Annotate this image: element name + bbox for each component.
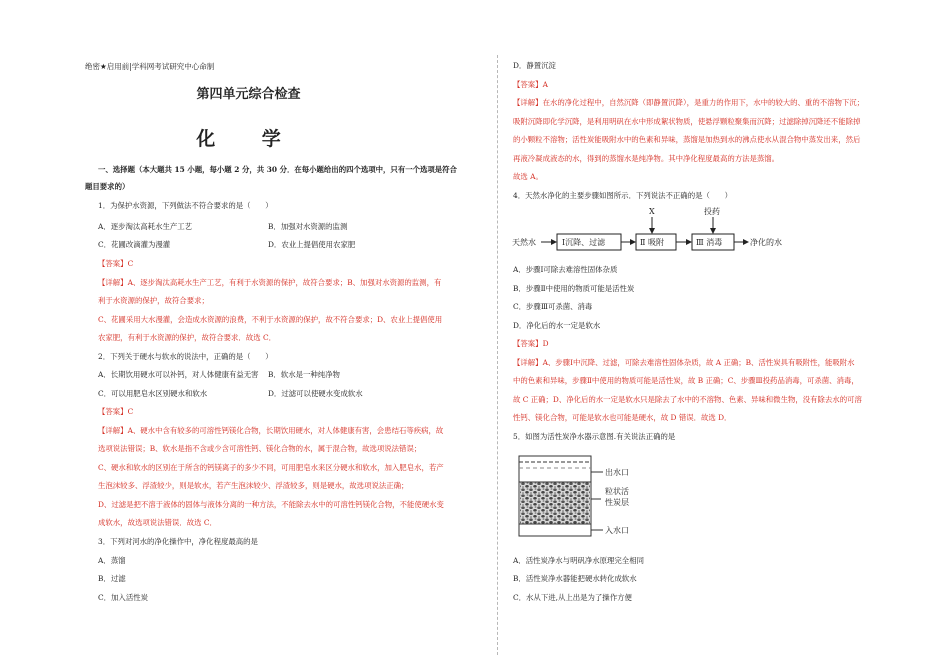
q4-option-c: C．步骤Ⅲ可杀菌、消毒 [513, 302, 593, 311]
column-divider [497, 55, 498, 655]
q2-option-d: D．过滤可以使硬水变成软水 [268, 389, 363, 398]
inlet-label: 入水口 [605, 526, 629, 535]
flow-step3-label: Ⅲ 消毒 [696, 238, 723, 247]
flow-step1-label: Ⅰ沉降、过滤 [562, 238, 606, 247]
carbon-filter-diagram [513, 452, 673, 542]
q5-stem: 5．如图为活性炭净水器示意图.有关说法正确的是 [513, 432, 676, 441]
q2-detail-line: 选项说法错误；B、软水是指不含或少含可溶性钙、镁化合物的水，属于混合物，故选项说法错误； [98, 444, 422, 453]
q4-option-d: D．净化后的水一定是软水 [513, 321, 601, 330]
q4-option-a: A．步骤Ⅰ可除去难溶性固体杂质 [513, 265, 618, 274]
unit-title: 第四单元综合检查 [196, 87, 301, 102]
flow-input-label: 天然水 [512, 238, 536, 247]
header-note: 绝密★启用前|学科网考试研究中心命制 [85, 62, 215, 71]
q3-stem: 3．下列对河水的净化操作中，净化程度最高的是 [98, 537, 258, 546]
q2-detail-line: 【详解】A、硬水中含有较多的可溶性钙镁化合物，长期饮用硬水，对人体健康有害，会患结石等疾病，故 [98, 426, 444, 435]
q1-option-c: C．花圃改滴灌为漫灌 [98, 240, 171, 249]
q3-option-b: B．过滤 [98, 574, 126, 583]
flow-x-label: X [649, 207, 655, 216]
outlet-label: 出水口 [605, 468, 629, 477]
q4-detail-line: 【详解】A、步骤Ⅰ中沉降、过滤，可除去难溶性固体杂质，故 A 正确；B、活性炭具有吸附性，能吸附水 [513, 358, 855, 367]
q2-option-c: C．可以用肥皂水区别硬水和软水 [98, 389, 208, 398]
q1-stem: 1．为保护水资源，下列做法不符合要求的是（ ） [98, 201, 273, 210]
q1-detail-line: C、花圃采用大水漫灌，会造成水资源的浪费，不利于水资源的保护，故不符合要求；D、农业上提倡使用 [98, 315, 443, 324]
q2-option-a: A．长期饮用硬水可以补钙，对人体健康有益无害 [98, 370, 259, 379]
q4-answer: 【答案】D [513, 339, 549, 348]
q4-detail-line: 性钙、镁化合物，可能是软水也可能是硬水，故 D 错误．故选 D． [513, 413, 732, 422]
carbon-layer [520, 482, 590, 524]
q5-option-b: B．活性炭净水器能把硬水转化成软水 [513, 574, 637, 583]
q1-detail-line: 利于水资源的保护，故符合要求； [98, 296, 209, 305]
q1-option-a: A．逐步淘汰高耗水生产工艺 [98, 222, 193, 231]
purification-flow-diagram [508, 203, 808, 259]
q2-detail-line: 生泡沫较多、浮渣较少，则是软水，若产生泡沫较少、浮渣较多，则是硬水，故选项说法正确； [98, 481, 409, 490]
section-heading-line2: 题目要求的） [85, 182, 130, 191]
q2-detail-line: D、过滤是把不溶于液体的固体与液体分离的一种方法，不能除去水中的可溶性钙镁化合物，不能使硬水变 [98, 500, 444, 509]
q3-detail-line: 再液冷凝成液态的水，得到的蒸馏水是纯净物。其中净化程度最高的方法是蒸馏。 [513, 154, 780, 163]
q2-answer: 【答案】C [98, 407, 134, 416]
q1-detail-line: 【详解】A、逐步淘汰高耗水生产工艺，有利于水资源的保护，故符合要求；B、加强对水资源的监测，有 [98, 278, 442, 287]
q1-answer: 【答案】C [98, 259, 134, 268]
section-heading-line1: 一、选择题（本大题共 15 小题，每小题 2 分，共 30 分．在每小题给出的四个选项中，只有一个选项是符合 [98, 165, 457, 174]
q4-detail-line: 中的色素和异味，步骤Ⅱ中使用的物质可能是活性炭，故 B 正确；C、步骤Ⅲ投药品消毒，可杀菌、消毒， [513, 376, 859, 385]
q5-option-c: C．水从下进,从上出是为了操作方便 [513, 593, 632, 602]
q3-detail-line: 故选 A。 [513, 172, 543, 181]
q3-detail-line: 吸附沉降即化学沉降，是利用明矾在水中形成絮状物质，使悬浮颗粒聚集而沉降；过滤除掉沉降还不能除掉 [513, 117, 861, 126]
q3-answer: 【答案】A [513, 80, 548, 89]
q2-detail-line: 成软水，故选项说法错误．故选 C． [98, 518, 217, 527]
q5-option-a: A．活性炭净水与明矾净水原理完全相同 [513, 556, 644, 565]
flow-step2-label: Ⅱ 吸附 [640, 238, 664, 247]
flow-add-label: 投药 [704, 207, 720, 216]
subject-title: 化 学 [196, 128, 301, 150]
q1-detail-line: 农家肥，有利于水资源的保护，故符合要求．故选 C． [98, 333, 276, 342]
carbon-layer-label-line2: 性炭层 [605, 498, 629, 507]
q3-option-c: C．加入活性炭 [98, 593, 148, 602]
q3-option-a: A．蒸馏 [98, 556, 126, 565]
q3-option-d: D．静置沉淀 [513, 61, 556, 70]
q4-detail-line: 故 C 正确；D、净化后的水一定是软水只是除去了水中的不溶物、色素、异味和微生物，没有除去水的可溶 [513, 395, 862, 404]
carbon-layer-label-line1: 粒状活 [605, 487, 629, 496]
flow-output-label: 净化的水 [750, 238, 782, 247]
q3-detail-line: 【详解】在水的净化过程中，自然沉降（即静置沉降），是重力的作用下，水中的较大的、重的不溶物下沉； [513, 98, 865, 107]
q2-option-b: B．软水是一种纯净物 [268, 370, 340, 379]
q4-option-b: B．步骤Ⅱ中使用的物质可能是活性炭 [513, 284, 635, 293]
q2-stem: 2．下列关于硬水与软水的说法中，正确的是（ ） [98, 352, 273, 361]
q2-detail-line: C、硬水和软水的区别在于所含的钙镁离子的多少不同，可用肥皂水来区分硬水和软水，加入肥皂水，若产 [98, 463, 444, 472]
q3-detail-line: 的小颗粒不溶物；活性炭能吸附水中的色素和异味，蒸馏是加热到水的沸点使水从混合物中蒸发出来，然后 [513, 135, 861, 144]
q4-stem: 4．天然水净化的主要步骤如图所示．下列说法不正确的是（ ） [513, 191, 733, 200]
q1-option-d: D．农业上提倡使用农家肥 [268, 240, 356, 249]
q1-option-b: B．加强对水资源的监测 [268, 222, 348, 231]
